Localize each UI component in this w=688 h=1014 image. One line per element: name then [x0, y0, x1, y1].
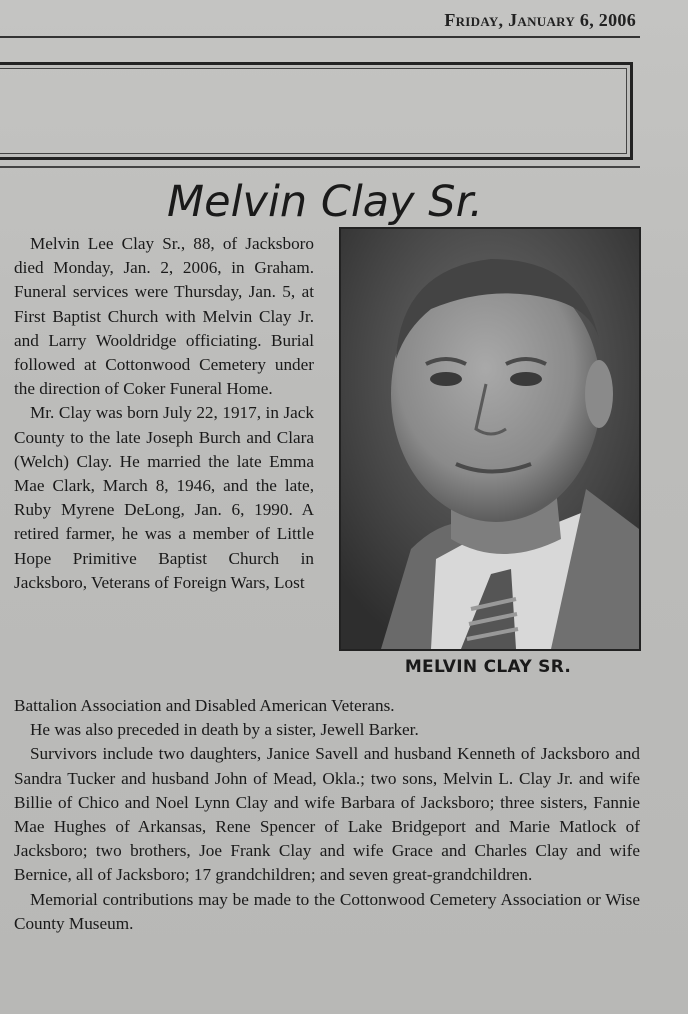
dateline: Friday, January 6, 2006 [444, 10, 636, 30]
obituary-column-left [14, 232, 314, 595]
obituary-paragraph-3: He was also preceded in death by a sister, Jewell Barker. [30, 720, 419, 740]
obituary-paragraph-1: Melvin Lee Clay Sr., 88, of Jacksboro died Monday, Jan. 2, 2006, in Graham. Funeral services were Thursday, Jan. 5, at First Baptist Church with Melvin Clay Jr. and Larry Wooldridge officiating. Burial followed at Cottonwood Cemetery under the direction of Coker Funeral Home. [14, 234, 314, 399]
photo-caption: MELVIN CLAY SR. [404, 657, 572, 677]
obituary-paragraph-5: Memorial contributions may be made to the Cottonwood Cemetery Association or Wise County Museum. [14, 889, 640, 933]
portrait-illustration [341, 229, 639, 649]
portrait-photo [339, 227, 641, 651]
obituary-paragraph-2-continued: Battalion Association and Disabled American Veterans. [14, 696, 395, 715]
obituary-paragraph-2: Mr. Clay was born July 22, 1917, in Jack County to the late Joseph Burch and Clara (Welch) Clay. He married the late Emma Mae Clark, March 8, 1946, and the late, Ruby Myrene DeLong, Jan. 6, 1990. A retired farmer, he was a member of Little Hope Primitive Baptist Church in Jacksboro, Veterans of Foreign Wars, Lost [14, 403, 314, 592]
empty-banner-box [0, 62, 633, 160]
obituary-paragraph-4: Survivors include two daughters, Janice Savell and husband Kenneth of Jacksboro and Sandra Tucker and husband John of Mead, Okla.; two sons, Melvin L. Clay Jr. and wife Billie of Chico and Noel Lynn Clay and wife Barbara of Jacksboro; three sisters, Fannie Mae Hughes of Arkansas, Rene Spencer of Lake Bridgeport and Marie Matlock of Jacksboro; two brothers, Joe Frank Clay and wife Grace and Charles Clay and wife Bernice, all of Jacksboro; 17 grandchildren; and seven great-grandchildren. [14, 744, 640, 885]
top-rule [0, 36, 640, 38]
obituary-headline: Melvin Clay Sr. [167, 177, 483, 227]
obituary-full-width-text [14, 694, 640, 936]
banner-rule [0, 166, 640, 168]
